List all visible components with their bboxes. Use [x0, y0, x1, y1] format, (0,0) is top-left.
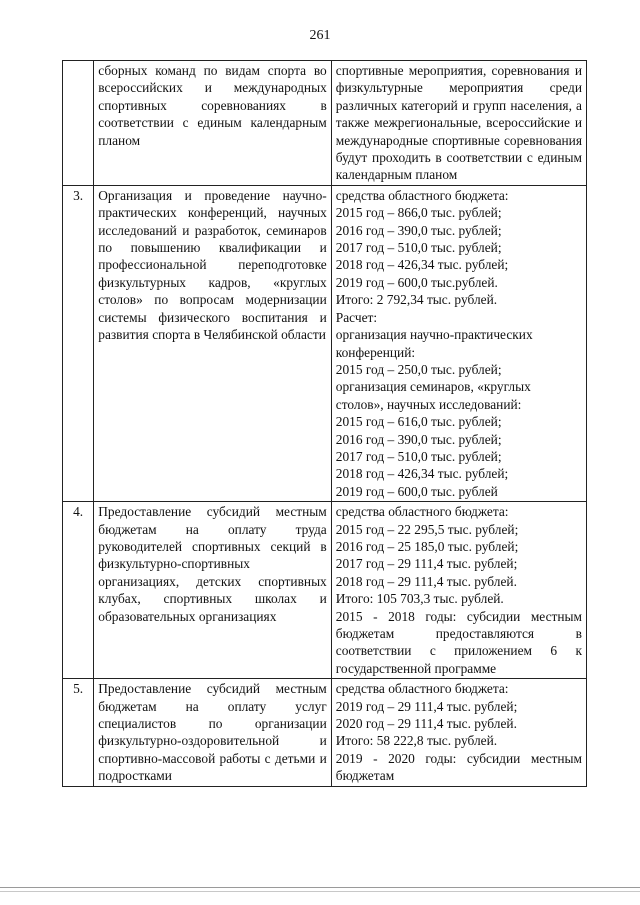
funding-line: 2016 год – 390,0 тыс. рублей;	[335, 431, 502, 447]
funding-line: 2015 год – 22 295,5 тыс. рублей;	[335, 521, 519, 537]
funding-line: 2018 год – 29 111,4 тыс. рублей.	[335, 573, 517, 589]
funding-description	[331, 185, 586, 501]
program-activities-table	[62, 60, 587, 787]
funding-line: 2019 год – 600,0 тыс.рублей.	[335, 274, 498, 290]
page-bottom-rule	[0, 887, 640, 888]
funding-line: средства областного бюджета:	[335, 681, 509, 697]
funding-line: 2019 год – 29 111,4 тыс. рублей;	[335, 698, 518, 714]
row-number	[63, 61, 94, 186]
funding-line: средства областного бюджета:	[335, 504, 509, 520]
activity-description: Предоставление субсидий местным бюджетам на оплату труда руководителей спортивных секций в физкультурно-спортивных организациях, детских спортивных клубах, спортивных школах и образовательных организациях	[94, 502, 332, 679]
funding-line: Расчет:	[335, 309, 378, 325]
funding-line: 2015 год – 250,0 тыс. рублей;	[335, 361, 502, 377]
activity-description: сборных команд по видам спорта во всероссийских и международных спортивных соревнованиях в соответствии с единым календарным планом	[94, 61, 332, 186]
funding-description: спортивные мероприятия, соревнования и физкультурные мероприятия среди различных категорий и групп населения, а также межрегиональные, всероссийские и международные спортивные соревнования будут проходить в соответствии с единым календарным планом	[331, 61, 586, 186]
funding-line: Итого: 105 703,3 тыс. рублей.	[335, 591, 504, 607]
funding-line: 2019 год – 600,0 тыс. рублей	[335, 483, 498, 499]
funding-line: 2017 год – 510,0 тыс. рублей;	[335, 448, 502, 464]
funding-note: 2019 - 2020 годы: субсидии местным бюджетам	[335, 750, 582, 784]
row-number: 5.	[63, 679, 94, 786]
funding-line: 2017 год – 29 111,4 тыс. рублей;	[335, 556, 518, 572]
table-row	[63, 185, 587, 501]
funding-description	[331, 679, 586, 786]
row-number: 4.	[63, 502, 94, 679]
funding-line: 2016 год – 390,0 тыс. рублей;	[335, 222, 502, 238]
funding-line: Итого: 58 222,8 тыс. рублей.	[335, 733, 498, 749]
funding-line: 2015 год – 616,0 тыс. рублей;	[335, 414, 502, 430]
funding-line: 2017 год – 510,0 тыс. рублей;	[335, 240, 502, 256]
table-row	[63, 502, 587, 679]
funding-line: 2020 год – 29 111,4 тыс. рублей.	[335, 716, 517, 732]
funding-line: столов», научных исследований:	[335, 396, 522, 412]
funding-line: организация семинаров, «круглых	[335, 379, 531, 395]
row-number: 3.	[63, 185, 94, 501]
activity-description: Предоставление субсидий местным бюджетам на оплату услуг специалистов по организации физкультурно-оздоровительной и спортивно-массовой работы с детьми и подростками	[94, 679, 332, 786]
page-number: 261	[309, 28, 331, 43]
funding-line: организация научно-практических	[335, 327, 533, 343]
funding-line: 2016 год – 25 185,0 тыс. рублей;	[335, 538, 519, 554]
funding-line: 2018 год – 426,34 тыс. рублей;	[335, 466, 509, 482]
table-row	[63, 679, 587, 786]
funding-line: средства областного бюджета:	[335, 187, 509, 203]
funding-line: 2018 год – 426,34 тыс. рублей;	[335, 257, 509, 273]
funding-note: 2015 - 2018 годы: субсидии местным бюджетам предоставляются в соответствии с приложением 6 к государственной программе	[335, 608, 582, 676]
page-bottom-rule	[0, 891, 640, 892]
activity-description: Организация и проведение научно-практических конференций, научных исследований и разработок, семинаров по повышению квалификации и профессиональной переподготовке физкультурных кадров, «круглых столов» по вопросам модернизации системы физического воспитания и развития спорта в Челябинской области	[94, 185, 332, 501]
funding-line: Итого: 2 792,34 тыс. рублей.	[335, 292, 498, 308]
funding-description	[331, 502, 586, 679]
funding-line: 2015 год – 866,0 тыс. рублей;	[335, 205, 502, 221]
table-row	[63, 61, 587, 186]
funding-line: конференций:	[335, 344, 416, 360]
